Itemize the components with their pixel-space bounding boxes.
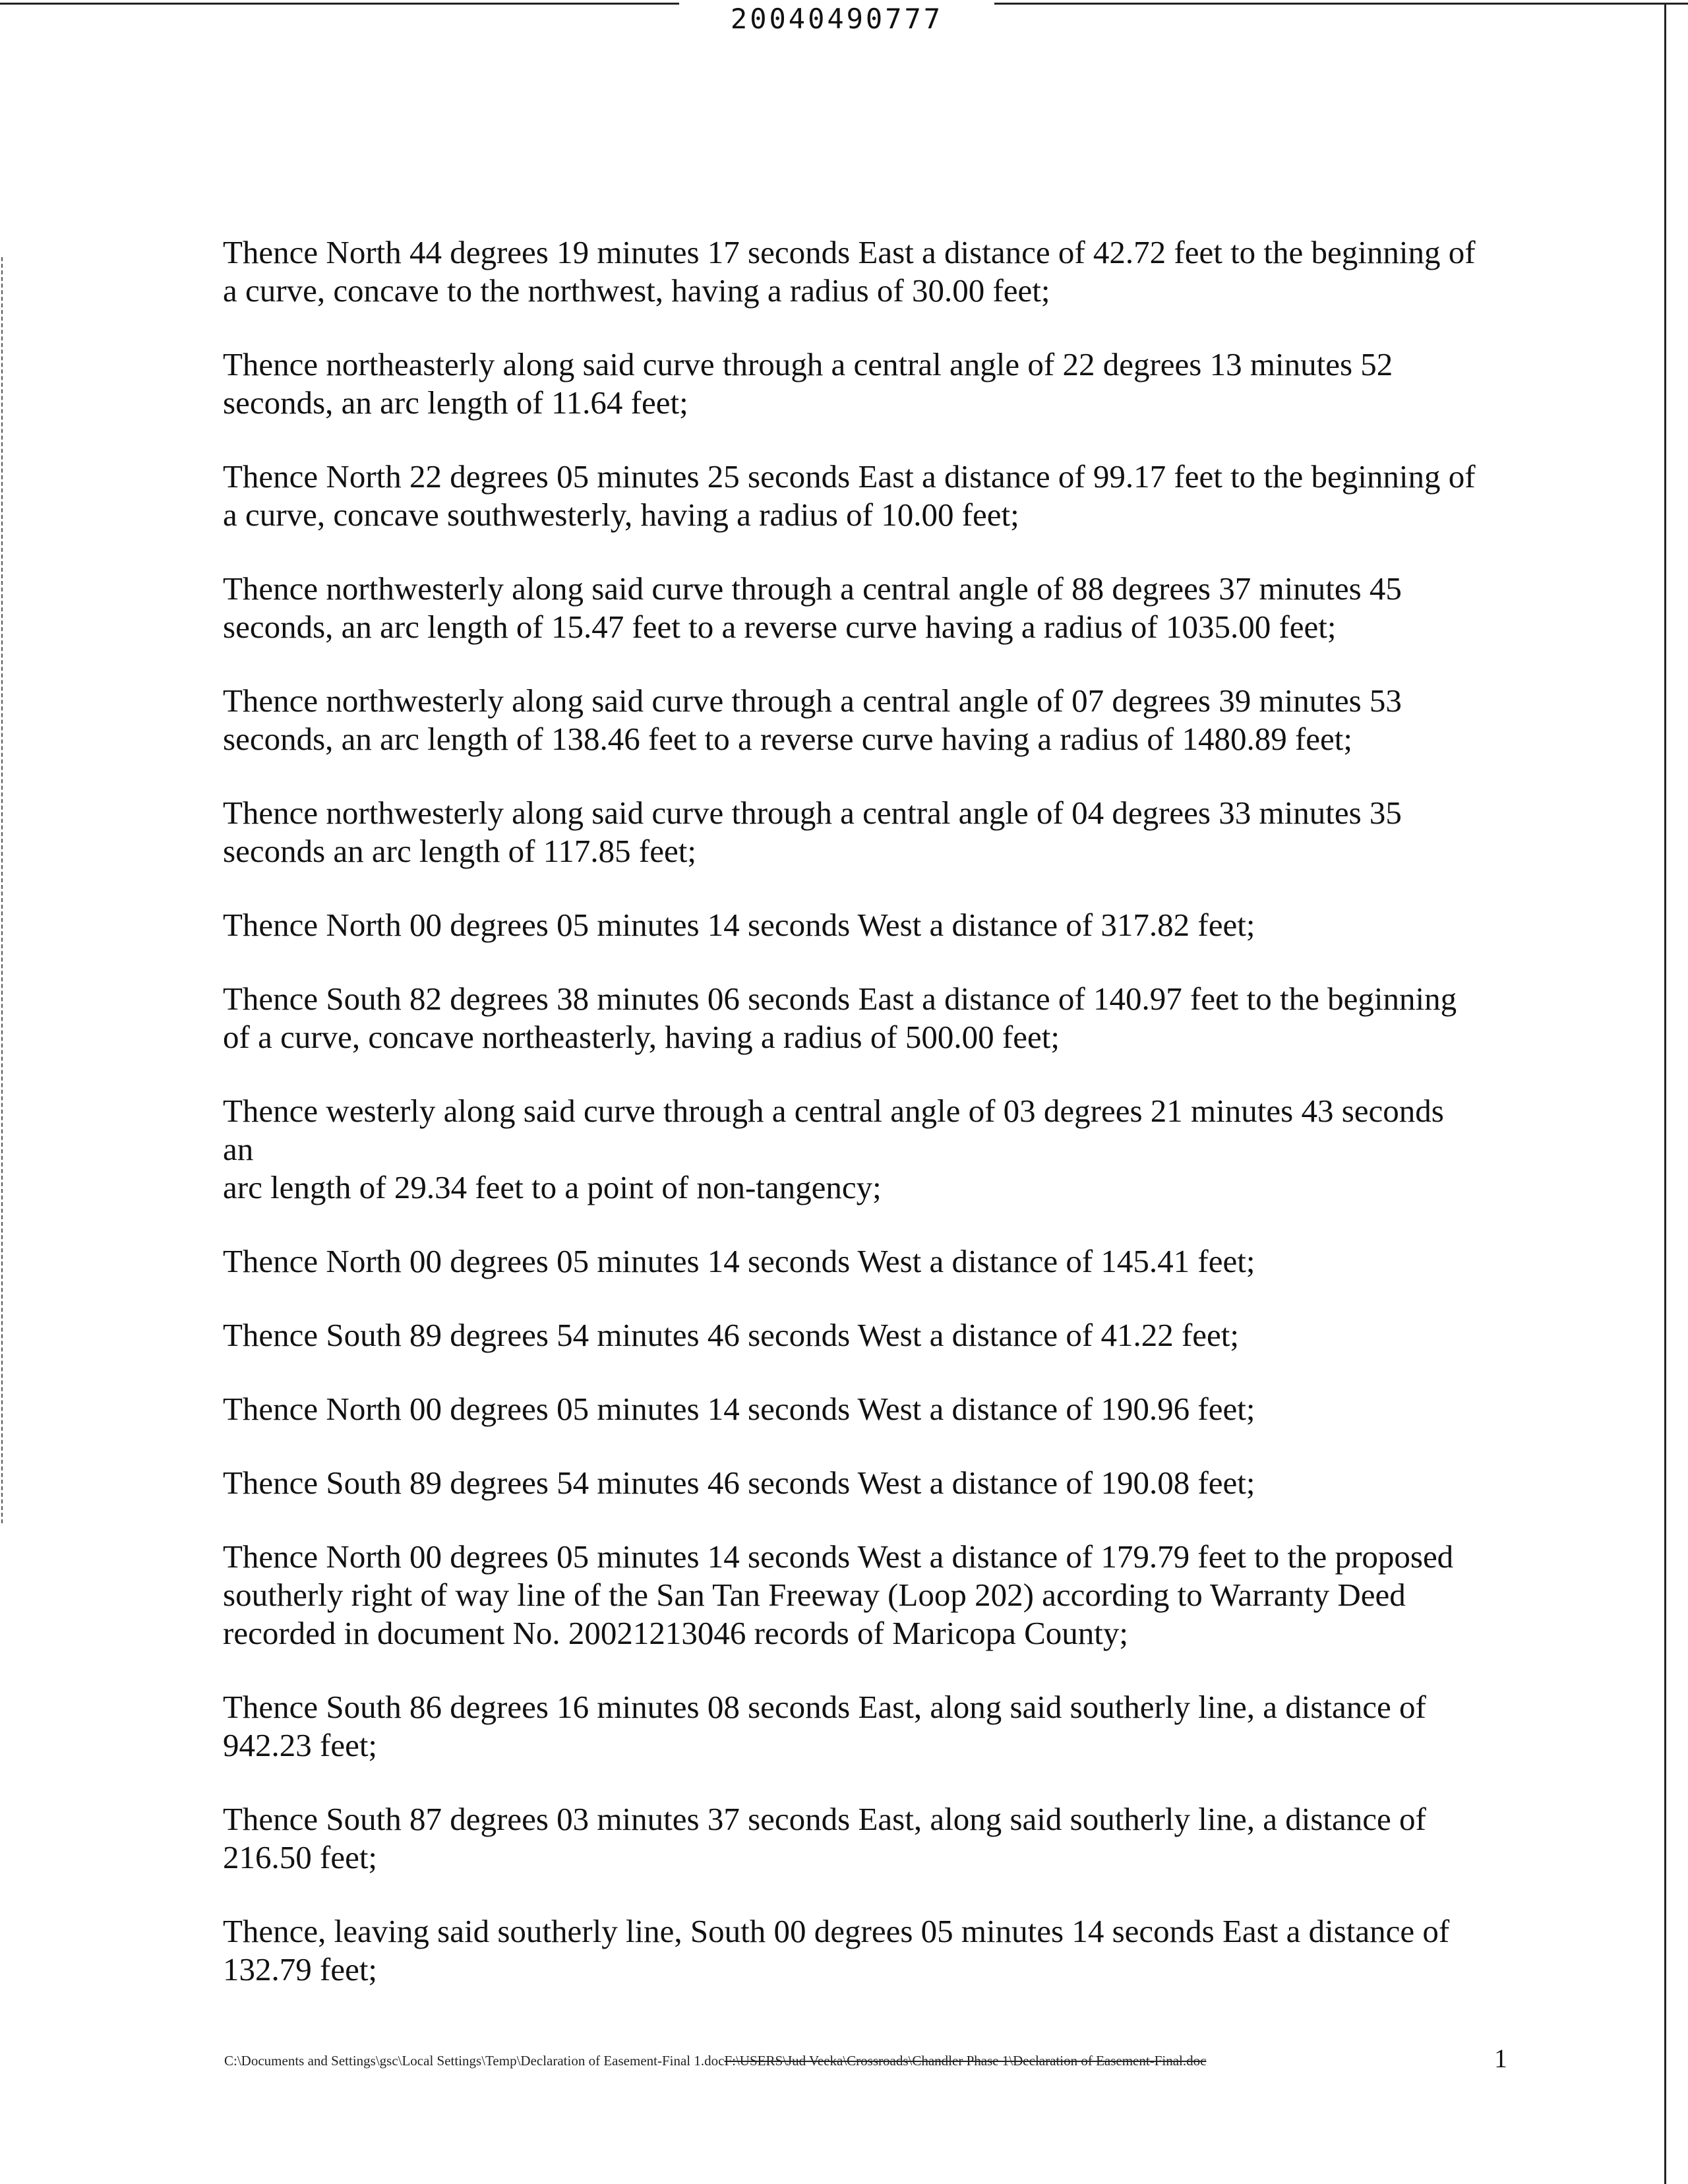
course-paragraph: Thence North 00 degrees 05 minutes 14 seconds West a distance of 190.96 feet; <box>223 1391 1255 1427</box>
course-paragraph: Thence North 00 degrees 05 minutes 14 seconds West a distance of 317.82 feet; <box>223 907 1255 943</box>
course-paragraph: Thence North 44 degrees 19 minutes 17 seconds East a distance of 42.72 feet to the beginning of a curve, concave to the northwest, having a radius of 30.00 feet; <box>223 234 1476 309</box>
page-number: 1 <box>1494 2044 1507 2073</box>
course-paragraph: Thence South 82 degrees 38 minutes 06 seconds East a distance of 140.97 feet to the beginning of a curve, concave northeasterly, having a radius of 500.00 feet; <box>223 981 1457 1055</box>
scan-border-top-left <box>0 3 679 5</box>
course-paragraph: Thence North 22 degrees 05 minutes 25 seconds East a distance of 99.17 feet to the beginning of a curve, concave southwesterly, having a radius of 10.00 feet; <box>223 458 1476 533</box>
scan-border-top-right <box>994 3 1688 5</box>
course-paragraph: Thence, leaving said southerly line, South 00 degrees 05 minutes 14 seconds East a distance of 132.79 feet; <box>223 1913 1450 1987</box>
course-paragraph: Thence South 89 degrees 54 minutes 46 seconds West a distance of 190.08 feet; <box>223 1465 1255 1501</box>
course-paragraph: Thence westerly along said curve through a central angle of 03 degrees 21 minutes 43 seconds an arc length of 29.34 feet to a point of non-tangency; <box>223 1093 1444 1205</box>
course-paragraph: Thence North 00 degrees 05 minutes 14 seconds West a distance of 179.79 feet to the proposed southerly right of way line of the San Tan Freeway (Loop 202) according to Warranty Deed recorded in document No. 20021213046 records of Maricopa County; <box>223 1538 1454 1651</box>
course-paragraph: Thence northeasterly along said curve through a central angle of 22 degrees 13 minutes 52 seconds, an arc length of 11.64 feet; <box>223 346 1393 421</box>
course-paragraph: Thence South 86 degrees 16 minutes 08 seconds East, along said southerly line, a distance of 942.23 feet; <box>223 1689 1426 1763</box>
course-paragraph: Thence northwesterly along said curve through a central angle of 07 degrees 39 minutes 53 seconds, an arc length of 138.46 feet to a reverse curve having a radius of 1480.89 feet; <box>223 682 1402 757</box>
footer-path-struck: F:\USERS\Jud Veeka\Crossroads\Chandler Phase 1\Declaration of Easement-Final.doc <box>724 2053 1207 2069</box>
course-paragraph: Thence South 89 degrees 54 minutes 46 seconds West a distance of 41.22 feet; <box>223 1317 1239 1353</box>
legal-description-body <box>223 233 1482 2024</box>
footer-path-current: C:\Documents and Settings\gsc\Local Settings\Temp\Declaration of Easement-Final 1.doc <box>224 2053 725 2069</box>
course-paragraph: Thence South 87 degrees 03 minutes 37 seconds East, along said southerly line, a distance of 216.50 feet; <box>223 1801 1426 1875</box>
scan-border-left <box>1 257 3 1523</box>
scan-border-right <box>1664 3 1666 2184</box>
course-paragraph: Thence North 00 degrees 05 minutes 14 seconds West a distance of 145.41 feet; <box>223 1243 1255 1279</box>
course-paragraph: Thence northwesterly along said curve through a central angle of 04 degrees 33 minutes 35 seconds an arc length of 117.85 feet; <box>223 795 1402 869</box>
footer-file-path <box>224 2051 1372 2071</box>
recording-number: 20040490777 <box>730 3 944 35</box>
course-paragraph: Thence northwesterly along said curve through a central angle of 88 degrees 37 minutes 45 seconds, an arc length of 15.47 feet to a reverse curve having a radius of 1035.00 feet; <box>223 570 1402 645</box>
